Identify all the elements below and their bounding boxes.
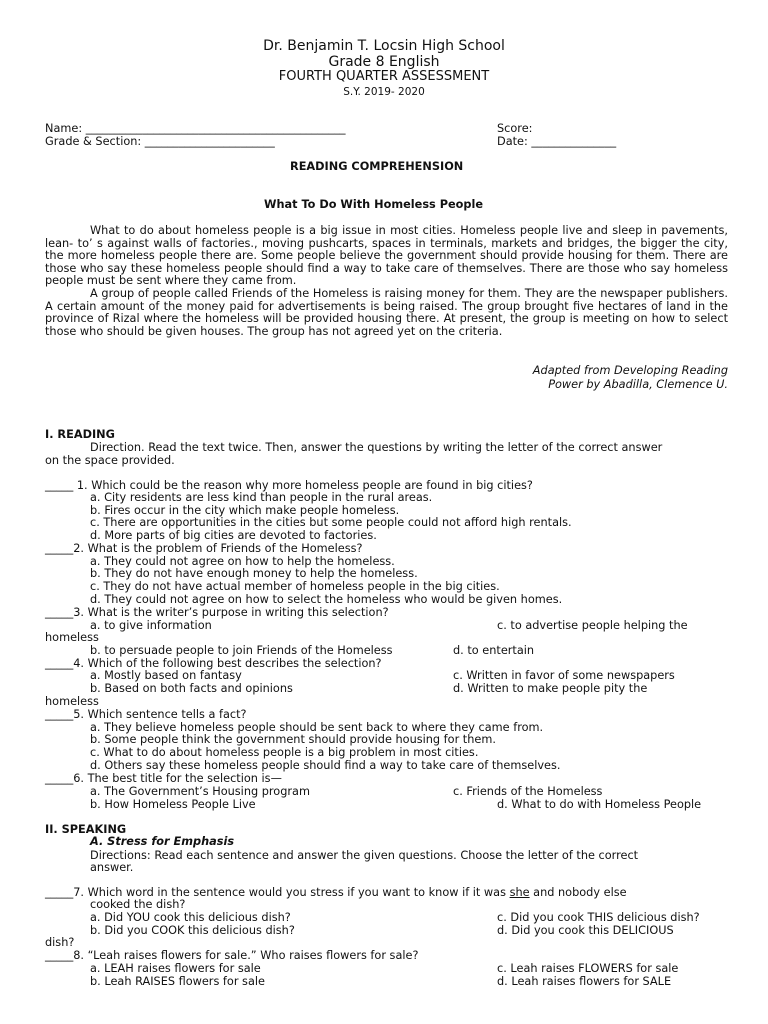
q7-text-end: and nobody else [529,886,627,899]
q6-option-b: b. How Homeless People Live [90,798,256,811]
q2-option-a: a. They could not agree on how to help the homeless. [90,555,395,568]
question-1: _____ 1. Which could be the reason why more homeless people are found in big cities? [45,479,533,492]
q1-option-b: b. Fires occur in the city which make people homeless. [90,504,400,517]
passage-paragraph-1: What to do about homeless people is a big issue in most cities. Homeless people live and sleep in pavements, lean- to’ s against walls of factories., moving pushcarts, spaces in terminals, markets and bridges, the bigger the city, the more homeless people there are. Some people believe the government should provide housing for them. There are those who say these homeless people should find a way to take care of themselves. There are those who say homeless people must be sent where they came from. [45,224,728,288]
q8-option-d: d. Leah raises flowers for SALE [497,975,672,988]
date-field[interactable]: Date: _______________ [497,135,617,148]
q8-option-b: b. Leah RAISES flowers for sale [90,975,265,988]
question-4: _____4. Which of the following best describes the selection? [45,657,382,670]
q7-underlined-word: she [509,886,530,899]
q2-option-b: b. They do not have enough money to help the homeless. [90,567,418,580]
speaking-direction-line-1: Directions: Read each sentence and answer the given questions. Choose the letter of the correct [90,849,639,862]
q5-option-a: a. They believe homeless people should be sent back to where they came from. [90,721,544,734]
q8-option-c: c. Leah raises FLOWERS for sale [497,962,679,975]
assessment-title: FOURTH QUARTER ASSESSMENT [278,69,490,84]
q7-option-d: d. Did you cook this DELICIOUS [497,924,674,937]
section-title: READING COMPREHENSION [290,160,464,173]
credit-line-2: Power by Abadilla, Clemence U. [548,378,728,391]
reading-direction-line-2: on the space provided. [45,454,175,467]
passage-title: What To Do With Homeless People [264,198,484,211]
question-8: _____8. “Leah raises flowers for sale.” Who raises flowers for sale? [45,949,419,962]
question-2: _____2. What is the problem of Friends of the Homeless? [45,542,363,555]
q1-option-a: a. City residents are less kind than people in the rural areas. [90,491,433,504]
q4-option-d: d. Written to make people pity the [453,682,648,695]
q4-option-d-continued: homeless [45,695,99,708]
school-year: S.Y. 2019- 2020 [343,86,425,98]
q2-option-c: c. They do not have actual member of homeless people in the big cities. [90,580,500,593]
q7-text-start: _____7. Which word in the sentence would you stress if you want to know if it was [45,886,510,899]
q2-option-d: d. They could not agree on how to select the homeless who would be given homes. [90,593,563,606]
q6-option-c: c. Friends of the Homeless [453,785,603,798]
passage-body [45,225,728,338]
q3-option-b: b. to persuade people to join Friends of the Homeless [90,644,393,657]
q7-option-c: c. Did you cook THIS delicious dish? [497,911,700,924]
q6-option-a: a. The Government’s Housing program [90,785,310,798]
reading-heading: I. READING [45,428,115,441]
speaking-subheading: A. Stress for Emphasis [90,835,235,848]
q7-option-b: b. Did you COOK this delicious dish? [90,924,295,937]
reading-direction-line-1: Direction. Read the text twice. Then, answer the questions by writing the letter of the correct answer [90,441,663,454]
question-5: _____5. Which sentence tells a fact? [45,708,247,721]
q1-option-d: d. More parts of big cities are devoted to factories. [90,529,377,542]
q8-option-a: a. LEAH raises flowers for sale [90,962,261,975]
q3-option-c-continued: homeless [45,631,99,644]
question-7-continued: cooked the dish? [90,898,186,911]
q5-option-c: c. What to do about homeless people is a big problem in most cities. [90,746,479,759]
school-name: Dr. Benjamin T. Locsin High School [263,38,505,54]
q4-option-b: b. Based on both facts and opinions [90,682,293,695]
credit-line-1: Adapted from Developing Reading [532,364,728,377]
q7-option-d-continued: dish? [45,936,75,949]
q3-option-a: a. to give information [90,619,212,632]
q3-option-c: c. to advertise people helping the [497,619,688,632]
q1-option-c: c. There are opportunities in the cities but some people could not afford high rentals. [90,516,572,529]
q5-option-d: d. Others say these homeless people should find a way to take care of themselves. [90,759,561,772]
speaking-heading: II. SPEAKING [45,823,127,836]
q5-option-b: b. Some people think the government should provide housing for them. [90,733,496,746]
q4-option-a: a. Mostly based on fantasy [90,669,242,682]
question-3: _____3. What is the writer’s purpose in writing this selection? [45,606,389,619]
score-field[interactable]: Score: [497,122,537,135]
question-6: _____6. The best title for the selection is— [45,772,282,785]
speaking-direction-line-2: answer. [90,861,134,874]
q3-option-d: d. to entertain [453,644,535,657]
passage-paragraph-2: A group of people called Friends of the Homeless is raising money for them. They are the newspaper publishers. A certain amount of the money paid for advertisements is being raised. The group brought five hectares of land in the province of Rizal where the homeless will be provided housing there. At present, the group is meeting on how to select those who should be given houses. The group has not agreed yet on the criteria. [45,286,728,338]
name-field[interactable]: Name: ______________________________________________ [45,122,346,135]
q4-option-c: c. Written in favor of some newspapers [453,669,675,682]
q6-option-d: d. What to do with Homeless People [497,798,702,811]
grade-section-field[interactable]: Grade & Section: _______________________ [45,135,275,148]
grade-title: Grade 8 English [328,54,440,70]
q7-option-a: a. Did YOU cook this delicious dish? [90,911,291,924]
